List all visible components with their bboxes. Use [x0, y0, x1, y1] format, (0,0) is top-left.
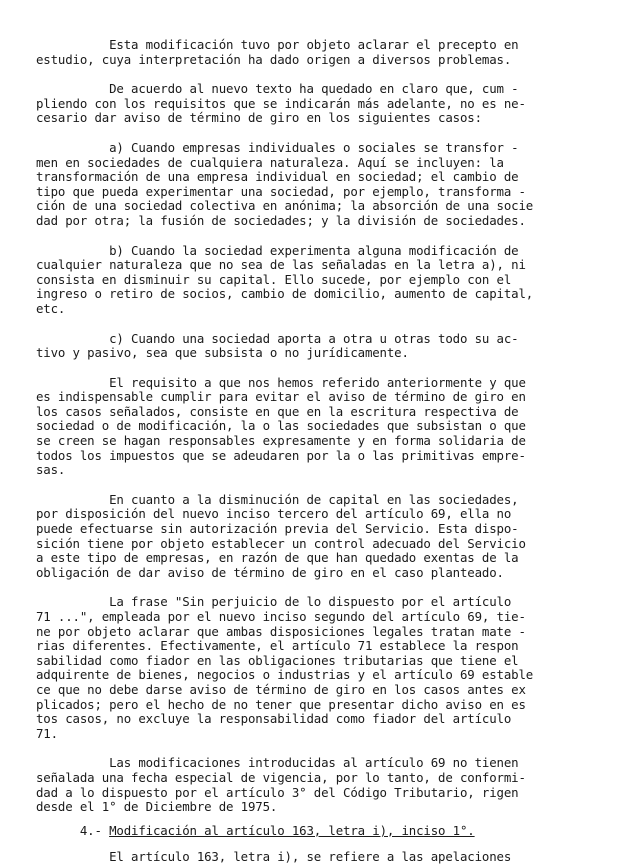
- text-line: señalada una fecha especial de vigencia, por lo tanto, de conformi-: [36, 770, 526, 785]
- text-line: ce que no debe darse aviso de término de giro en los casos antes ex: [36, 682, 526, 697]
- paragraph-agreement: [36, 82, 608, 126]
- text-line: todos los impuestos que se adeudaren por la o las primitivas empre-: [36, 448, 526, 463]
- text-line: sociedad o de modificación, la o las sociedades que subsistan o que: [36, 419, 526, 434]
- text-line: La frase "Sin perjuicio de lo dispuesto por el artículo: [36, 595, 512, 610]
- text-line: obligación de dar aviso de término de giro en el caso planteado.: [36, 565, 504, 580]
- section-title: Modificación al artículo 163, letra i), inciso 1°.: [109, 823, 475, 838]
- text-line: ingreso o retiro de socios, cambio de domicilio, aumento de capital,: [36, 287, 534, 302]
- section-number: 4.-: [36, 823, 110, 838]
- text-line: plicados; pero el hecho de no tener que presentar dicho aviso en es: [36, 697, 526, 712]
- text-line: sabilidad como fiador en las obligaciones tributarias que tiene el: [36, 653, 519, 668]
- text-line: b) Cuando la sociedad experimenta alguna modificación de: [36, 243, 519, 258]
- text-line: c) Cuando una sociedad aporta a otra u otras todo su ac-: [36, 331, 519, 346]
- text-line: por disposición del nuevo inciso tercero del artículo 69, ella no: [36, 507, 512, 522]
- text-line: a este tipo de empresas, en razón de que han quedado exentas de la: [36, 551, 519, 566]
- text-line: adquirente de bienes, negocios o industrias y el artículo 69 estable: [36, 668, 534, 683]
- text-line: pliendo con los requisitos que se indicarán más adelante, no es ne-: [36, 96, 526, 111]
- text-line: ción de una sociedad colectiva en anónima; la absorción de una socie: [36, 199, 534, 214]
- paragraph-case-c: [36, 332, 608, 361]
- text-line: cesario dar aviso de término de giro en los siguientes casos:: [36, 111, 482, 126]
- text-line: tos casos, no excluye la responsabilidad como fiador del artículo: [36, 712, 512, 727]
- paragraph-intro: [36, 38, 608, 67]
- text-line: ne por objeto aclarar que ambas disposiciones legales tratan mate -: [36, 624, 526, 639]
- text-line: men en sociedades de cualquiera naturaleza. Aquí se incluyen: la: [36, 155, 504, 170]
- text-line: sición tiene por objeto establecer un control adecuado del Servicio: [36, 536, 526, 551]
- text-line: De acuerdo al nuevo texto ha quedado en claro que, cum -: [36, 82, 519, 97]
- text-line: a) Cuando empresas individuales o sociales se transfor -: [36, 140, 519, 155]
- text-line: cualquier naturaleza que no sea de las señaladas en la letra a), ni: [36, 258, 526, 273]
- section-heading-line: [36, 824, 608, 839]
- text-line: se creen se hagan responsables expresamente y en forma solidaria de: [36, 434, 526, 449]
- paragraph-continuation: [36, 850, 608, 865]
- paragraph-article-71: [36, 595, 608, 741]
- text-line: los casos señalados, consiste en que en la escritura respectiva de: [36, 404, 519, 419]
- text-line: transformación de una empresa individual en sociedad; el cambio de: [36, 170, 519, 185]
- paragraph-capital-reduction: [36, 493, 608, 581]
- text-line: etc.: [36, 301, 66, 316]
- text-line: es indispensable cumplir para evitar el aviso de término de giro en: [36, 390, 526, 405]
- text-line: El requisito a que nos hemos referido anteriormente y que: [36, 375, 526, 390]
- paragraph-effective-date: [36, 756, 608, 814]
- text-line: Esta modificación tuvo por objeto aclarar el precepto en: [36, 38, 519, 52]
- text-line: Las modificaciones introducidas al artículo 69 no tienen: [36, 756, 519, 771]
- text-line: sas.: [36, 463, 66, 478]
- text-line: dad por otra; la fusión de sociedades; y la división de sociedades.: [36, 213, 526, 228]
- paragraph-case-a: [36, 141, 608, 229]
- text-line: El artículo 163, letra i), se refiere a las apelaciones: [36, 850, 512, 865]
- paragraph-case-b: [36, 244, 608, 317]
- text-line: dad a lo dispuesto por el artículo 3° del Código Tributario, rigen: [36, 785, 519, 800]
- text-line: 71.: [36, 726, 58, 741]
- text-line: En cuanto a la disminución de capital en las sociedades,: [36, 492, 519, 507]
- text-line: desde el 1° de Diciembre de 1975.: [36, 800, 278, 815]
- paragraph-requirement: [36, 376, 608, 478]
- text-line: puede efectuarse sin autorización previa del Servicio. Esta dispo-: [36, 522, 519, 537]
- section-heading: [36, 824, 608, 839]
- text-line: tivo y pasivo, sea que subsista o no jurídicamente.: [36, 346, 409, 361]
- text-line: estudio, cuya interpretación ha dado origen a diversos problemas.: [36, 52, 512, 67]
- text-line: rias diferentes. Efectivamente, el artículo 71 establece la respon: [36, 639, 519, 654]
- text-line: 71 ...", empleada por el nuevo inciso segundo del artículo 69, tie-: [36, 610, 526, 624]
- text-line: consista en disminuir su capital. Ello sucede, por ejemplo con el: [36, 272, 512, 287]
- text-line: tipo que pueda experimentar una sociedad, por ejemplo, transforma -: [36, 184, 526, 199]
